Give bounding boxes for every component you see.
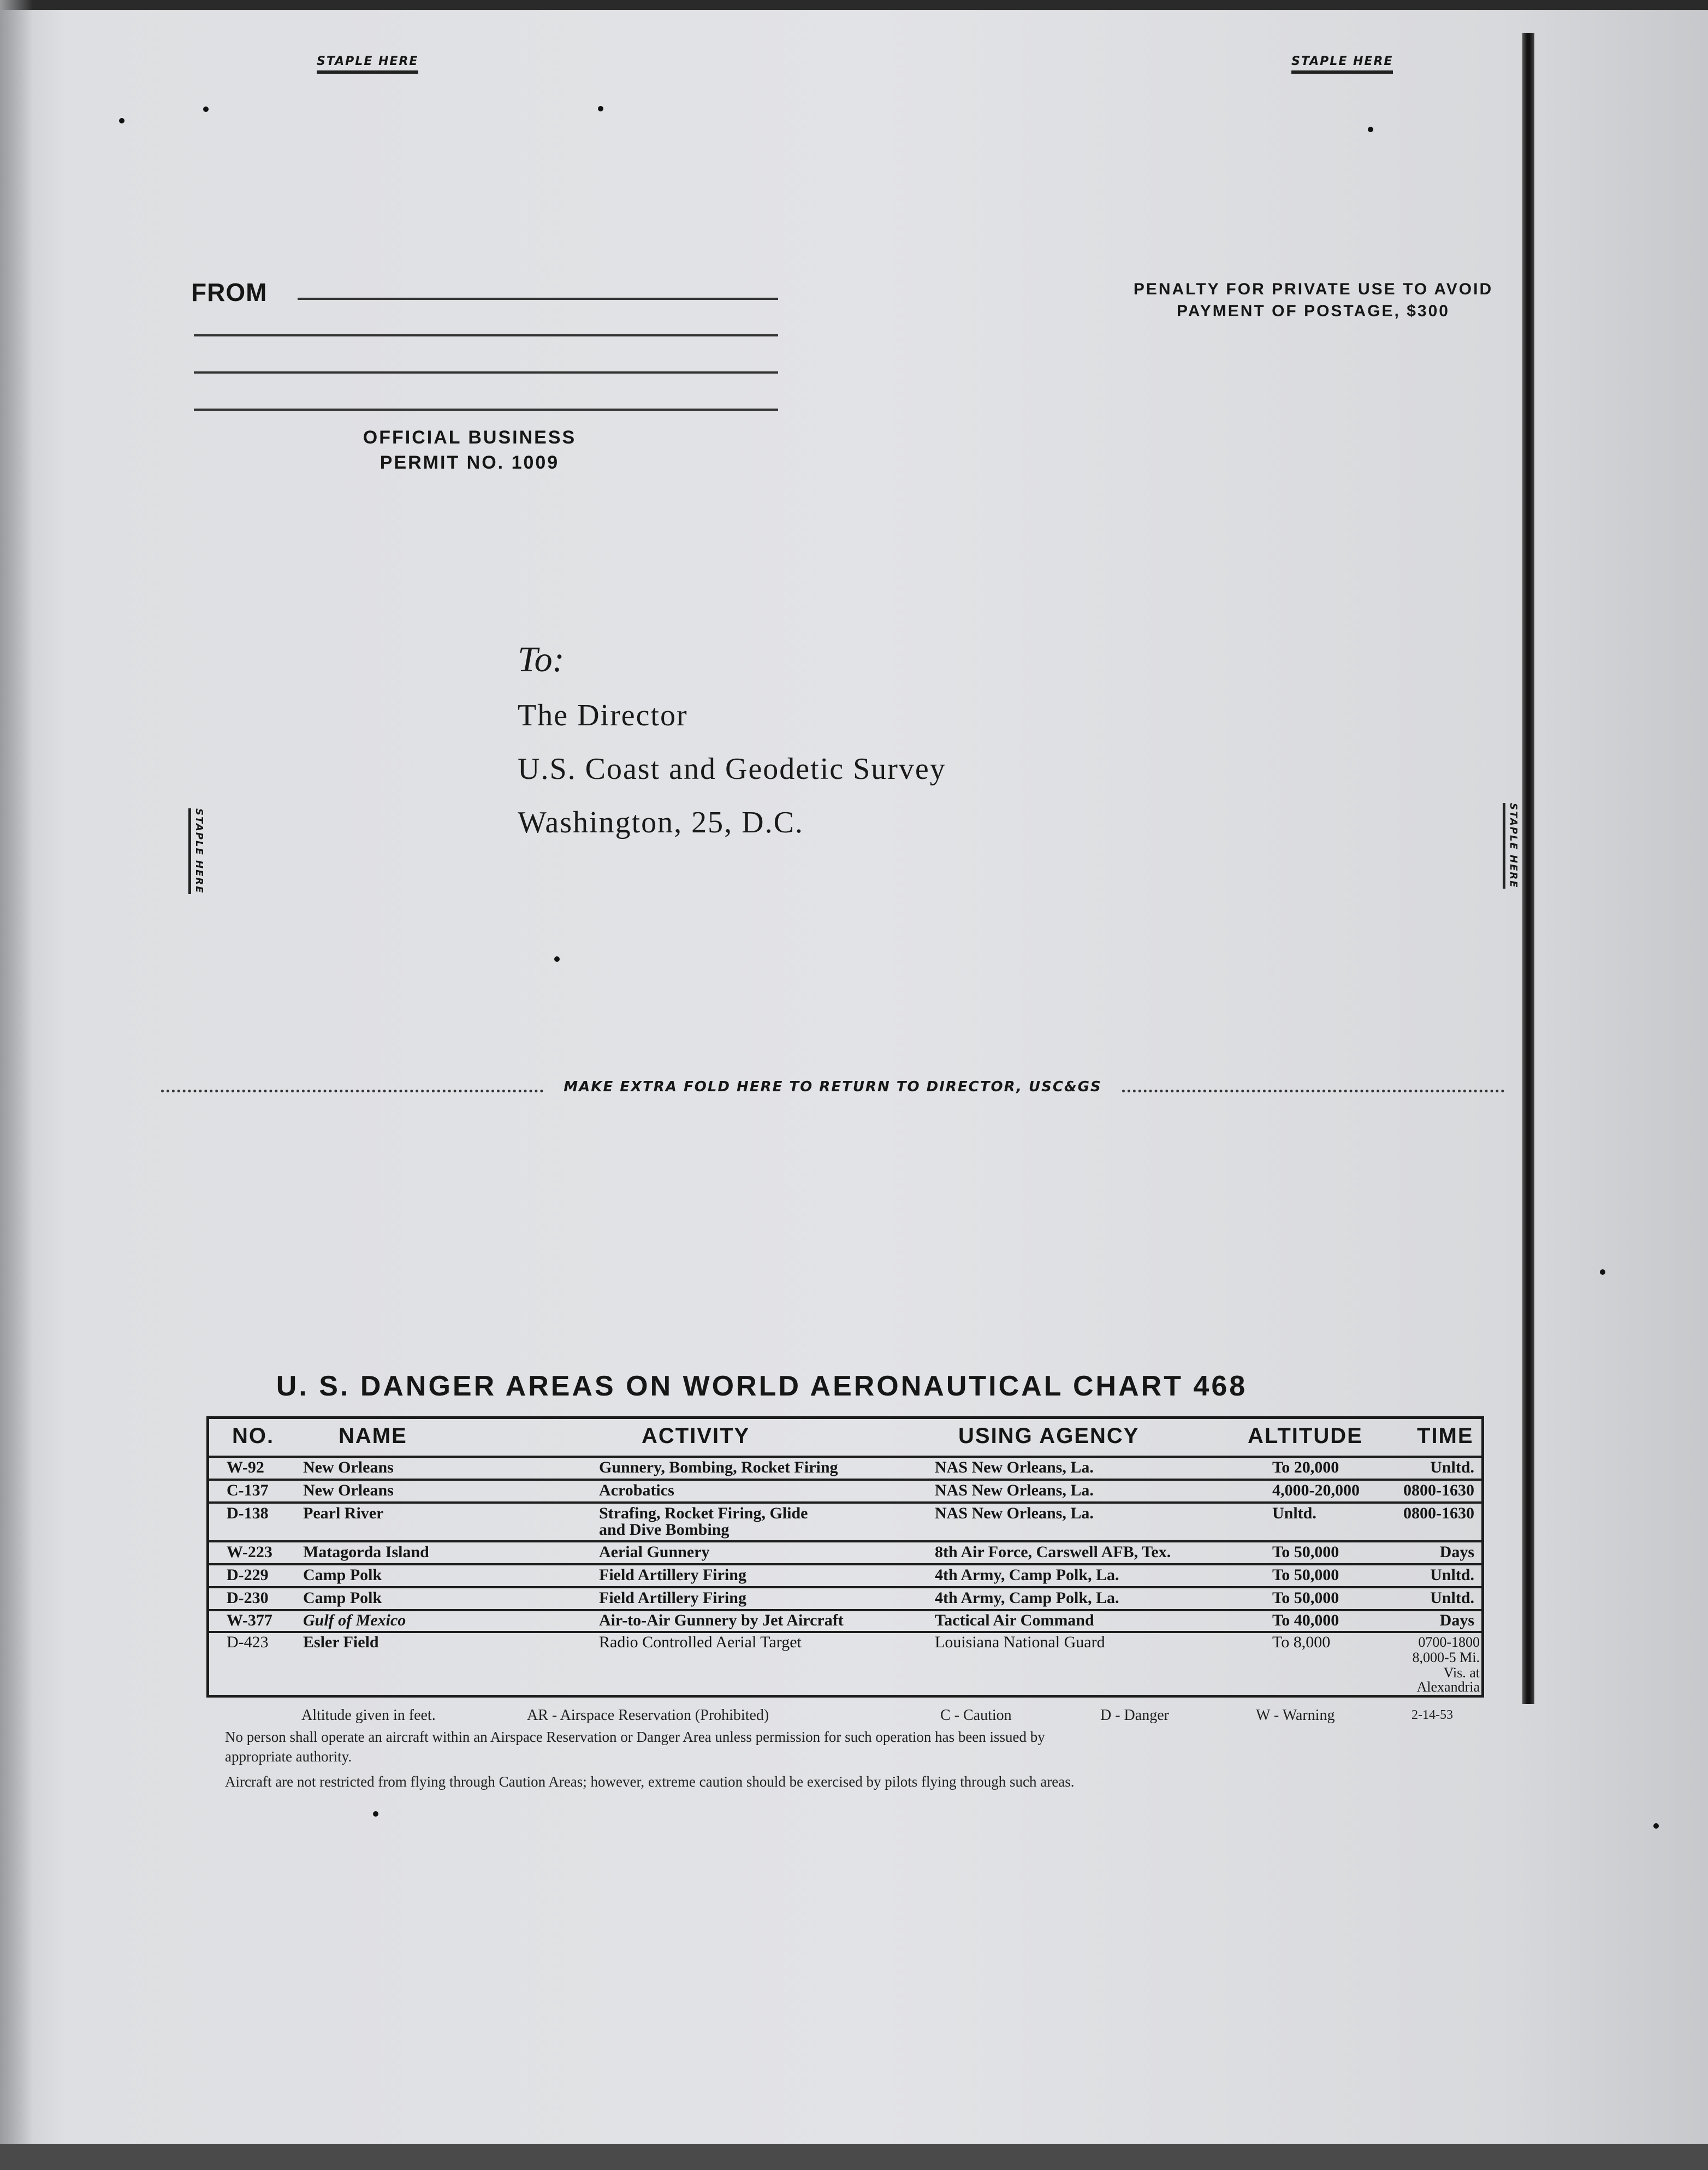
from-line-4[interactable] [194,409,778,411]
note-1-cont: appropriate authority. [225,1748,352,1765]
cell-agency: 8th Air Force, Carswell AFB, Tex. [935,1543,1171,1561]
row-divider [209,1456,1481,1458]
staple-mark-top-left: STAPLE HERE [317,55,418,74]
bottom-scan-edge [0,2144,1708,2170]
cell-no: C-137 [227,1481,269,1499]
row-divider [209,1563,1481,1565]
cell-activity: Aerial Gunnery [599,1543,710,1561]
left-scan-shadow [0,0,33,2170]
scan-speck [1368,127,1373,132]
cell-altitude: To 50,000 [1272,1566,1339,1584]
fold-dots-left [161,1090,543,1092]
scan-speck [554,956,560,962]
scan-speck [1653,1823,1659,1829]
scan-speck [203,107,209,112]
row-divider [209,1540,1481,1542]
legend-ar: AR - Airspace Reservation (Prohibited) [527,1707,769,1724]
cell-time: Unltd. [1430,1458,1474,1476]
address-line-1: The Director [518,699,688,732]
cell-time: Days [1439,1611,1474,1629]
header-agency: USING AGENCY [958,1424,1140,1448]
cell-no: W-377 [227,1611,272,1629]
fold-dots-right [1122,1090,1504,1092]
cell-agency: Tactical Air Command [935,1611,1094,1629]
legend-c: C - Caution [940,1707,1012,1724]
cell-time: Unltd. [1430,1566,1474,1584]
cell-no: D-229 [227,1566,269,1584]
row-divider [209,1501,1481,1504]
penalty-line-1: PENALTY FOR PRIVATE USE TO AVOID [1133,280,1493,298]
cell-agency: NAS New Orleans, La. [935,1481,1094,1499]
header-time: TIME [1417,1424,1474,1448]
cell-time-extra: Vis. at [1443,1665,1480,1681]
cell-name: Camp Polk [303,1589,382,1607]
scan-speck [598,106,603,111]
official-business [328,425,612,475]
address-line-3: Washington, 25, D.C. [518,806,804,839]
cell-activity: Strafing, Rocket Firing, Glide [599,1504,808,1522]
scan-speck [1600,1269,1605,1275]
cell-time-extra: 8,000-5 Mi. [1412,1649,1480,1665]
header-altitude: ALTITUDE [1248,1424,1363,1448]
cell-name: Matagorda Island [303,1543,429,1561]
cell-no: D-230 [227,1589,269,1607]
row-divider [209,1586,1481,1588]
cell-time-extra: Alexandria [1416,1679,1480,1695]
cell-no: D-423 [227,1633,269,1651]
penalty-line-2: PAYMENT OF POSTAGE, $300 [1177,302,1450,320]
from-line-1[interactable] [298,298,778,300]
from-label: FROM [191,278,268,306]
cell-name: Esler Field [303,1633,379,1651]
legend-d: D - Danger [1100,1707,1169,1724]
row-divider [209,1479,1481,1481]
cell-altitude: To 20,000 [1272,1458,1339,1476]
cell-agency: 4th Army, Camp Polk, La. [935,1566,1119,1584]
cell-time: Unltd. [1430,1589,1474,1607]
cell-altitude: To 40,000 [1272,1611,1339,1629]
legend-w: W - Warning [1256,1707,1335,1724]
cell-agency: Louisiana National Guard [935,1633,1105,1651]
fold-line [161,1079,1504,1101]
cell-altitude: 4,000-20,000 [1272,1481,1360,1499]
note-2: Aircraft are not restricted from flying through Caution Areas; however, extreme caution should be exercised by pilots flying through such areas. [225,1773,1075,1790]
fold-instruction: MAKE EXTRA FOLD HERE TO RETURN TO DIRECTOR, USC&GS [564,1079,1102,1095]
cell-agency: NAS New Orleans, La. [935,1504,1094,1522]
right-scan-edge [1522,33,1534,1704]
staple-mark-top-right: STAPLE HERE [1291,55,1393,74]
note-1: No person shall operate an aircraft within an Airspace Reservation or Danger Area unless permission for such operation has been issued by [225,1729,1045,1745]
cell-name: Camp Polk [303,1566,382,1584]
top-scan-edge [0,0,1708,10]
cell-altitude: To 8,000 [1272,1633,1331,1651]
cell-no: W-223 [227,1543,272,1561]
cell-activity: Acrobatics [599,1481,674,1499]
header-name: NAME [339,1424,407,1448]
cell-name: New Orleans [303,1481,394,1499]
cell-agency: 4th Army, Camp Polk, La. [935,1589,1119,1607]
cell-activity: Air-to-Air Gunnery by Jet Aircraft [599,1611,844,1629]
official-line-1: OFFICIAL BUSINESS [363,427,577,448]
address-to: To: [518,640,565,679]
legend-date: 2-14-53 [1412,1708,1453,1722]
header-no: NO. [232,1424,275,1448]
cell-activity: Radio Controlled Aerial Target [599,1633,802,1651]
table-title: U. S. DANGER AREAS ON WORLD AERONAUTICAL CHART 468 [276,1370,1248,1402]
cell-time: 0700-1800 [1418,1634,1480,1650]
cell-no: D-138 [227,1504,269,1522]
cell-time: 0800-1630 [1403,1481,1474,1499]
official-line-2: PERMIT NO. 1009 [379,452,560,473]
staple-mark-left: STAPLE HERE [188,808,205,894]
cell-name: Pearl River [303,1504,384,1522]
from-line-3[interactable] [194,371,778,374]
cell-altitude: Unltd. [1272,1504,1316,1522]
cell-altitude: To 50,000 [1272,1589,1339,1607]
header-activity: ACTIVITY [642,1424,750,1448]
legend-altitude-note: Altitude given in feet. [301,1707,436,1724]
cell-name: Gulf of Mexico [303,1611,406,1629]
cell-time: Days [1439,1543,1474,1561]
cell-activity: Field Artillery Firing [599,1589,746,1607]
cell-activity-cont: and Dive Bombing [599,1521,730,1539]
penalty-notice [1106,279,1521,322]
cell-activity: Field Artillery Firing [599,1566,746,1584]
address-line-2: U.S. Coast and Geodetic Survey [518,752,946,786]
scan-speck [119,118,124,123]
cell-altitude: To 50,000 [1272,1543,1339,1561]
scan-speck [373,1811,378,1817]
cell-time: 0800-1630 [1403,1504,1474,1522]
staple-mark-right: STAPLE HERE [1503,803,1519,889]
from-line-2[interactable] [194,334,778,336]
cell-name: New Orleans [303,1458,394,1476]
cell-activity: Gunnery, Bombing, Rocket Firing [599,1458,838,1476]
cell-no: W-92 [227,1458,264,1476]
cell-agency: NAS New Orleans, La. [935,1458,1094,1476]
